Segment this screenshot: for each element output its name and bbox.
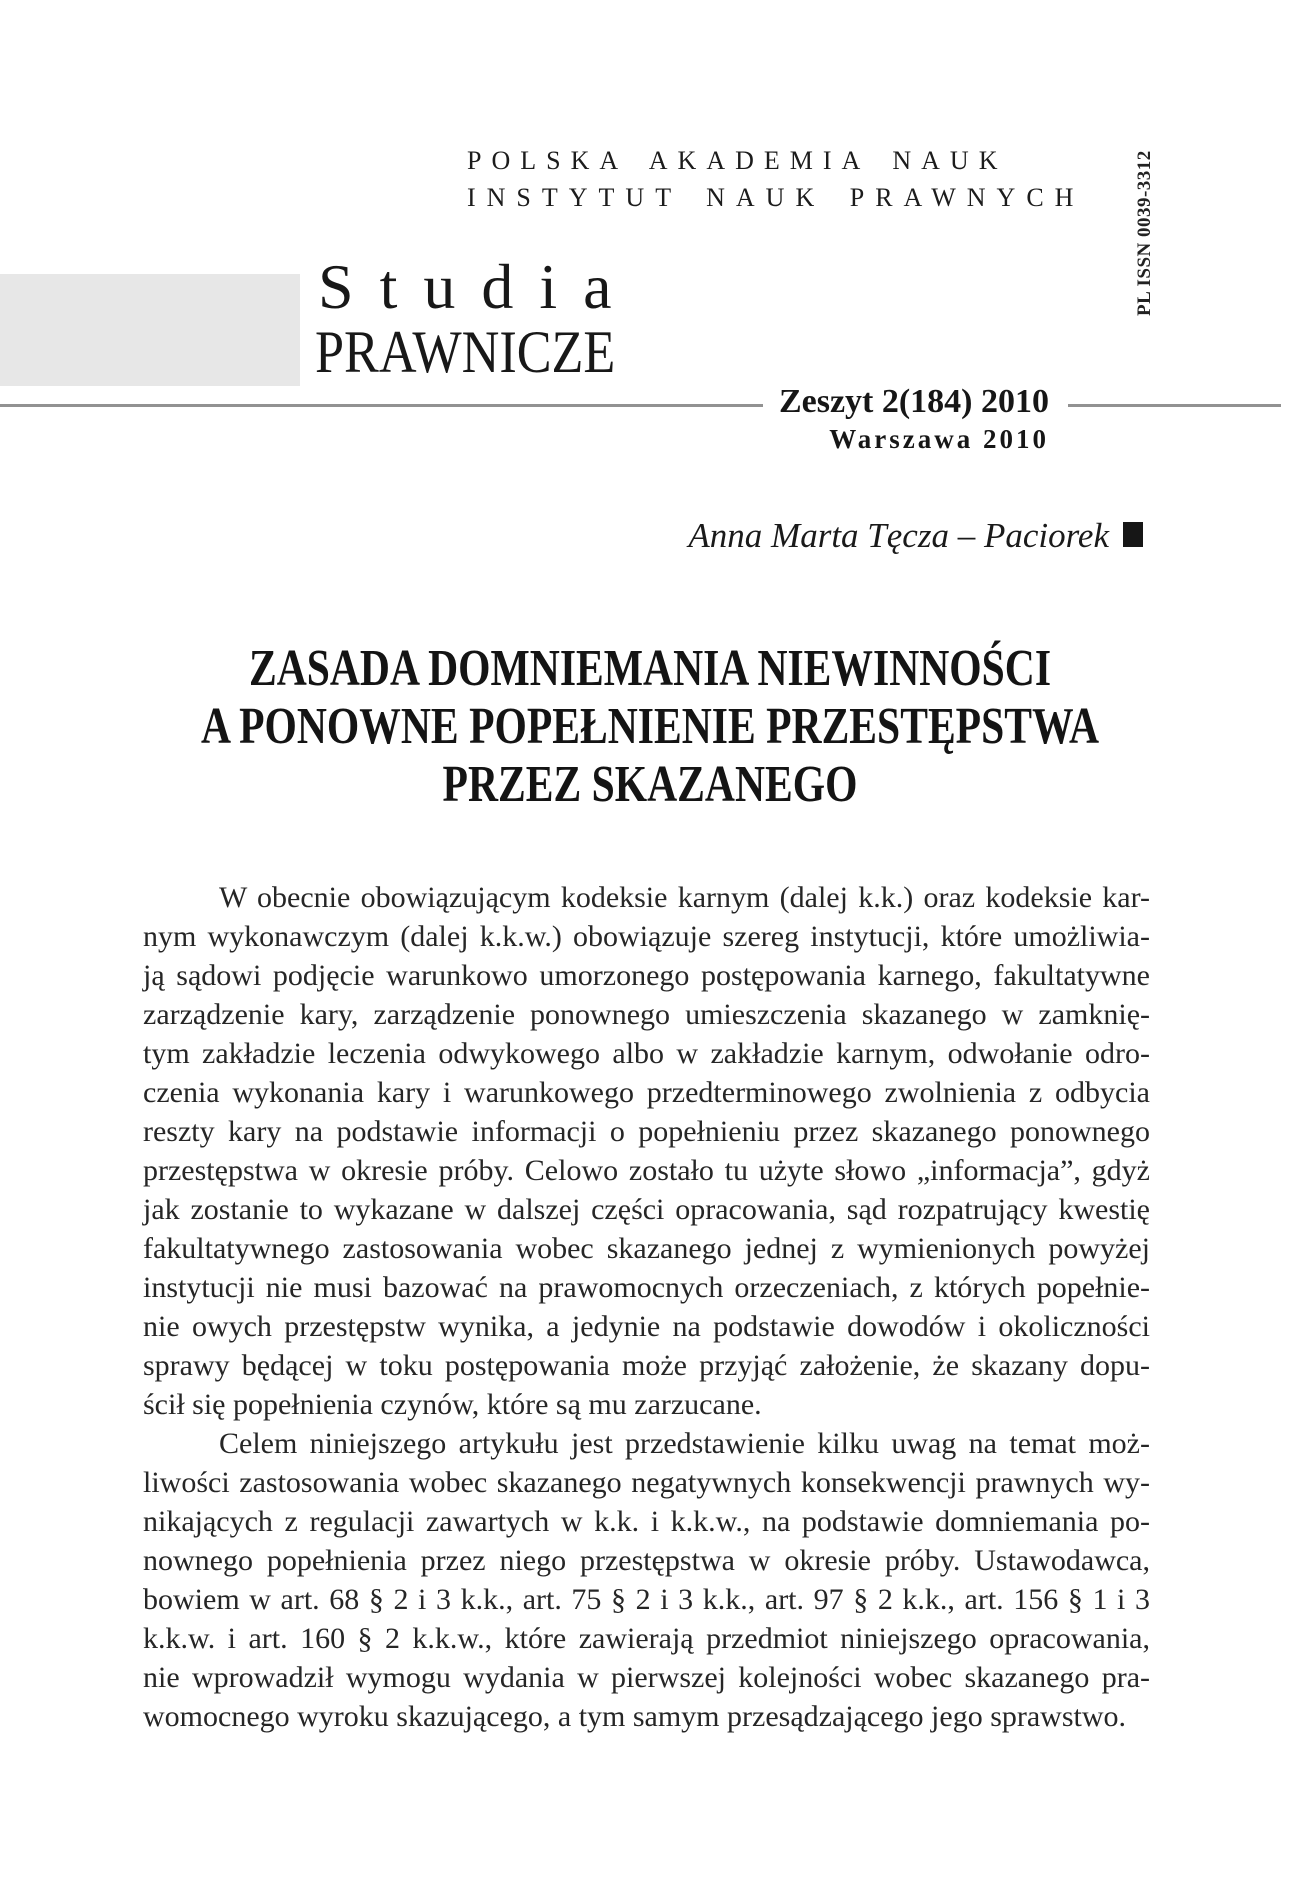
- body-text-line: nie wprowadził wymogu wydania w pierwszej kolejności wobec skazanego pra-: [143, 1661, 1150, 1694]
- body-text-line: womocnego wyroku skazującego, a tym samym przesądzającego jego sprawstwo.: [143, 1700, 1127, 1733]
- author-marker-square: [1123, 522, 1143, 547]
- body-text-line: reszty kary na podstawie informacji o popełnieniu przez skazanego ponownego: [143, 1115, 1150, 1148]
- body-text-line: instytucji nie musi bazować na prawomocnych orzeczeniach, z których popełnie-: [143, 1271, 1150, 1304]
- author-name: Anna Marta Tęcza – Paciorek: [688, 516, 1109, 555]
- body-text-line: zarządzenie kary, zarządzenie ponownego umieszczenia skazanego w zamknię-: [143, 998, 1150, 1031]
- body-text-line: nownego popełnienia przez niego przestępstwa w okresie próby. Ustawodawca,: [143, 1544, 1150, 1577]
- issue-rule-left: [0, 404, 763, 407]
- journal-name-prawnicze: PRAWNICZE: [315, 319, 616, 385]
- body-text-line: tym zakładzie leczenia odwykowego albo w zakładzie karnym, odwołanie odro-: [143, 1037, 1150, 1070]
- author-line: [688, 516, 1143, 556]
- article-title-line-2: A PONOWNE POPEŁNIENIE PRZESTĘPSTWA: [200, 698, 1100, 755]
- issue-label: Zeszyt 2(184) 2010: [778, 383, 1049, 420]
- body-text-line: przestępstwa w okresie próby. Celowo zostało tu użyte słowo „informacja”, gdyż: [143, 1154, 1150, 1187]
- place-year-label: Warszawa 2010: [829, 424, 1049, 454]
- body-text-line: nikających z regulacji zawartych w k.k. i k.k.w., na podstawie domniemania po-: [143, 1505, 1150, 1538]
- institution-line-2: INSTYTUT NAUK PRAWNYCH: [467, 183, 1085, 212]
- body-text-line: ją sądowi podjęcie warunkowo umorzonego postępowania karnego, fakultatywne: [143, 959, 1150, 992]
- body-text-line: W obecnie obowiązującym kodeksie karnym (dalej k.k.) oraz kodeksie kar-: [219, 881, 1150, 914]
- body-text-line: sprawy będącej w toku postępowania może przyjąć założenie, że skazany dopu-: [143, 1349, 1150, 1382]
- body-text-line: k.k.w. i art. 160 § 2 k.k.w., które zawierają przedmiot niniejszego opracowania,: [143, 1622, 1150, 1655]
- body-text-line: fakultatywnego zastosowania wobec skazanego jednej z wymienionych powyżej: [143, 1232, 1150, 1265]
- masthead-gray-block: [0, 274, 300, 386]
- institution-line-1: POLSKA AKADEMIA NAUK: [467, 146, 1008, 175]
- masthead-institution: [467, 146, 1084, 213]
- article-title-line-1: ZASADA DOMNIEMANIA NIEWINNOŚCI: [248, 640, 1052, 697]
- article-title: [0, 640, 1300, 814]
- body-text-line: bowiem w art. 68 § 2 i 3 k.k., art. 75 § 2 i 3 k.k., art. 97 § 2 k.k., art. 156 § 1 i 3: [143, 1583, 1150, 1616]
- body-text-line: nie owych przestępstw wynika, a jedynie na podstawie dowodów i okoliczności: [143, 1310, 1150, 1343]
- body-text-line: nym wykonawczym (dalej k.k.w.) obowiązuje szereg instytucji, które umożliwia-: [143, 920, 1150, 953]
- body-text-line: jak zostanie to wykazane w dalszej części opracowania, sąd rozpatrujący kwestię: [143, 1193, 1150, 1226]
- article-body: [143, 878, 1150, 1736]
- article-title-line-3: PRZEZ SKAZANEGO: [442, 756, 858, 813]
- body-text-line: liwości zastosowania wobec skazanego negatywnych konsekwencji prawnych wy-: [143, 1466, 1150, 1499]
- body-text-line: czenia wykonania kary i warunkowego przedterminowego zwolnienia z odbycia: [143, 1076, 1150, 1109]
- issue-rule-right: [1068, 404, 1281, 407]
- journal-name-studia: Studia: [318, 251, 638, 322]
- body-text-line: ścił się popełnienia czynów, które są mu zarzucane.: [143, 1388, 762, 1421]
- issn-vertical-label: PL ISSN 0039-3312: [1134, 150, 1155, 316]
- body-text-line: Celem niniejszego artykułu jest przedstawienie kilku uwag na temat moż-: [219, 1427, 1150, 1460]
